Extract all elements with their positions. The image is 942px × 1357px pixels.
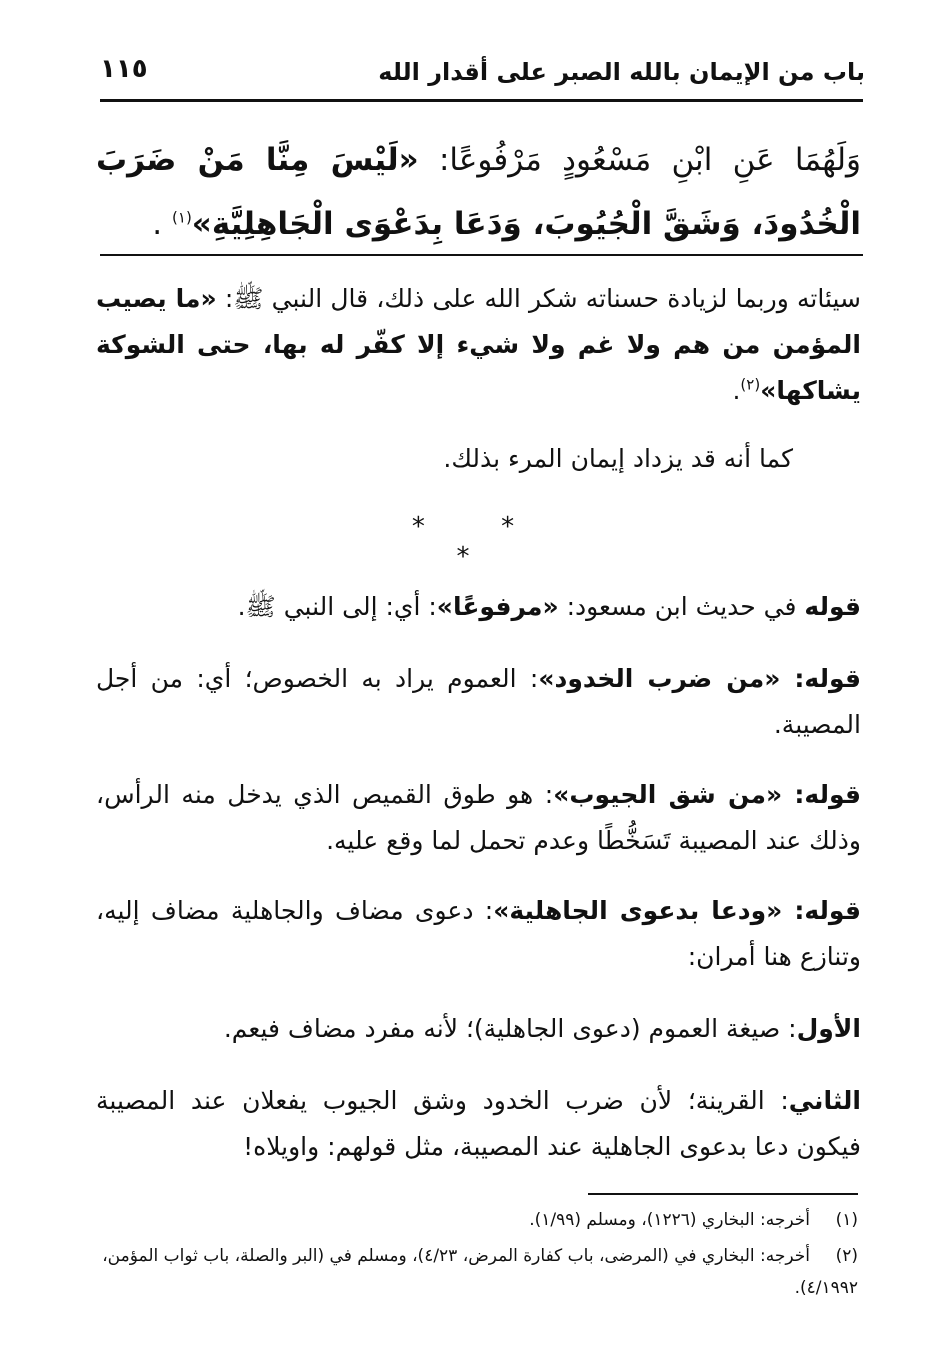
point-2 [96, 1078, 861, 1170]
footnote-text: أخرجه: البخاري (١٢٢٦)، ومسلم (١/٩٩). [529, 1210, 810, 1230]
note-text: : دعوى مضاف والجاهلية مضاف إليه، وتنازع هنا أمران: [96, 896, 861, 971]
footnote-ref-2: (٢) [740, 375, 761, 394]
hadith-quote: «لَيْسَ مِنَّا مَنْ ضَرَبَ الْخُدُودَ، وَشَقَّ الْجُيُوبَ، وَدَعَا بِدَعْوَى الْجَاهِلِيَّةِ» [96, 142, 861, 242]
hadith-intro: وَلَهُمَا عَنِ ابْنِ مَسْعُودٍ مَرْفُوعًا: [418, 142, 861, 178]
point-1 [96, 1006, 861, 1052]
commentary-paragraph-1 [96, 276, 861, 414]
section-rule [100, 254, 863, 256]
hadith-text [96, 128, 861, 256]
note-quote: «من شق الجيوب» [553, 780, 795, 809]
footnote-rule [588, 1193, 858, 1195]
hadith-quote-2: «ما يصيب المؤمن من هم ولا غم ولا شيء إلا كفّر له بها، حتى الشوكة يشاكها» [96, 284, 861, 405]
note-1 [96, 584, 861, 630]
commentary-text: سيئاته وربما لزيادة حسناته شكر الله على ذلك، قال النبي ﷺ: [216, 284, 861, 313]
note-label: قوله: [794, 896, 861, 925]
point-text: : القرينة؛ لأن ضرب الخدود وشق الجيوب يفعلان عند المصيبة فيكون دعا بدعوى الجاهلية عند المصيبة، مثل قولهم: واويلاه! [96, 1086, 861, 1161]
footnote-ref-1: (١) [172, 208, 192, 227]
hadith-end: . [152, 206, 173, 242]
note-label: قوله: [794, 780, 861, 809]
header-rule [100, 99, 863, 102]
commentary-paragraph-2: كما أنه قد يزداد إيمان المرء بذلك. [443, 444, 793, 473]
running-title: باب من الإيمان بالله الصبر على أقدار الله [378, 58, 865, 86]
note-text: : أي: إلى النبي ﷺ. [237, 592, 437, 621]
footnote-text: أخرجه: البخاري في (المرضى، باب كفارة المرض، ٤/٢٣)، ومسلم في (البر والصلة، باب ثواب المؤمن، ٤/١٩٩٢). [102, 1246, 858, 1298]
note-label: قوله [804, 592, 861, 621]
point-text: : صيغة العموم (دعوى الجاهلية)؛ لأنه مفرد مضاف فيعم. [223, 1014, 797, 1043]
note-4 [96, 888, 861, 980]
note-text: في حديث ابن مسعود: [558, 592, 805, 621]
note-text: : هو طوق القميص الذي يدخل منه الرأس، وذلك عند المصيبة تَسَخُّطًا وعدم تحمل لما وقع عليه. [96, 780, 861, 855]
section-divider-stars: * * * [411, 512, 549, 572]
note-quote: «مرفوعًا» [436, 592, 559, 621]
page-number: ١١٥ [100, 54, 148, 84]
note-quote: «من ضرب الخدود» [538, 664, 795, 693]
note-text: : العموم يراد به الخصوص؛ أي: من أجل المصيبة. [96, 664, 861, 739]
note-3 [96, 772, 861, 864]
point-label: الأول [796, 1014, 861, 1043]
note-2 [96, 656, 861, 748]
footnote-1 [92, 1204, 858, 1236]
commentary-end: . [732, 376, 741, 405]
point-label: الثاني [788, 1086, 861, 1115]
footnote-number: (١) [835, 1210, 858, 1230]
footnote-2 [92, 1240, 858, 1304]
footnote-number: (٢) [835, 1246, 858, 1266]
note-quote: «ودعا بدعوى الجاهلية» [493, 896, 795, 925]
page-header [100, 52, 865, 96]
note-label: قوله: [794, 664, 861, 693]
